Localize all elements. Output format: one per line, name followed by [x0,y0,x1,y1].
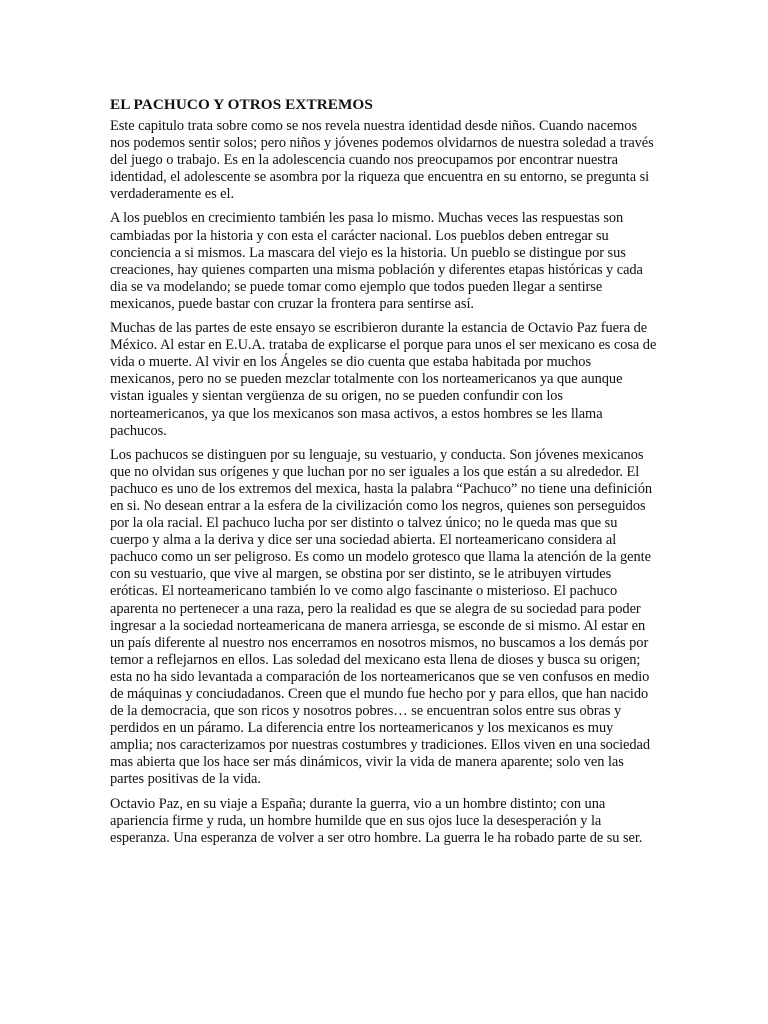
document-title: EL PACHUCO Y OTROS EXTREMOS [110,96,373,113]
paragraph-2: A los pueblos en crecimiento también les pasa lo mismo. Muchas veces las respuestas son cambiadas por la historia y con esta el carácter nacional. Los pueblos deben entregar su conciencia a si mismos. La mascara del viejo es la historia. Un pueblo se distingue por sus creaciones, hay quienes comparten una misma población y diferentes etapas históricas y cada dia se va modelando; se puede tomar como ejemplo que todos pueden llegar a sentirse mexicanos, puede bastar con cruzar la frontera para sentirse así. [110,210,643,312]
paragraph-5: Octavio Paz, en su viaje a España; durante la guerra, vio a un hombre distinto; con una apariencia firme y ruda, un hombre humilde que en sus ojos luce la desesperación y la esperanza. Una esperanza de volver a ser otro hombre. La guerra le ha robado parte de su ser. [110,795,643,846]
paragraph-1: Este capitulo trata sobre como se nos revela nuestra identidad desde niños. Cuando nacemos nos podemos sentir solos; pero niños y jóvenes podemos olvidarnos de nuestra soledad a través del juego o trabajo. Es en la adolescencia cuando nos preocupamos por encontrar nuestra identidad, el adolescente se asombra por la riqueza que encuentra en su entorno, se pregunta si verdaderamente es el. [110,118,654,203]
paragraph-3: Muchas de las partes de este ensayo se escribieron durante la estancia de Octavio Paz fuera de México. Al estar en E.U.A. trataba de explicarse el porque para unos el ser mexicano es cosa de vida o muerte. Al vivir en los Ángeles se dio cuenta que estaba habitada por muchos mexicanos, pero no se pueden mezclar totalmente con los norteamericanos ya que aunque vistan iguales y sientan vergüenza de su origen, no se pueden confundir con los norteamericanos, ya que los mexicanos son masa activos, a estos hombres se les llama pachucos. [110,320,657,439]
document-page [110,96,658,854]
paragraph-4: Los pachucos se distinguen por su lenguaje, su vestuario, y conducta. Son jóvenes mexicanos que no olvidan sus orígenes y que luchan por no ser iguales a los que están a su alrededor. El pachuco es uno de los extremos del mexica, hasta la palabra “Pachuco” no tiene una definición en si. No desean entrar a la esfera de la civilización como los negros, quienes son perseguidos por la ola racial. El pachuco lucha por ser distinto o talvez único; no le queda mas que su cuerpo y alma a la deriva y dice ser una sociedad abierta. El norteamericano considera al pachuco como un ser peligroso. Es como un modelo grotesco que llama la atención de la gente con su vestuario, que vive al margen, se obstina por ser distinto, se le atribuyen virtudes eróticas. El norteamericano también lo ve como algo fascinante o misterioso. El pachuco aparenta no pertenecer a una raza, pero la realidad es que se alegra de su sociedad para poder ingresar a la sociedad norteamericana de manera arriesga, se esconde de si mismo. Al estar en un país diferente al nuestro nos encerramos en nosotros mismos, no buscamos a los demás por temor a reflejarnos en ellos. Las soledad del mexicano esta llena de dioses y busca su origen; esta no ha sido levantada a comparación de los norteamericanos que se ven confusos en medio de máquinas y conciudadanos. Creen que el mundo fue hecho por y para ellos, que han nacido de la democracia, que son ricos y nosotros pobres… se encuentran solos entre sus obras y perdidos en un páramo. La diferencia entre los norteamericanos y los mexicanos es muy amplia; nos caracterizamos por nuestras costumbres y tradiciones. Ellos viven en una sociedad mas abierta que los hace ser más dinámicos, vivir la vida de manera aparente; solo ven las partes positivas de la vida. [110,446,652,788]
